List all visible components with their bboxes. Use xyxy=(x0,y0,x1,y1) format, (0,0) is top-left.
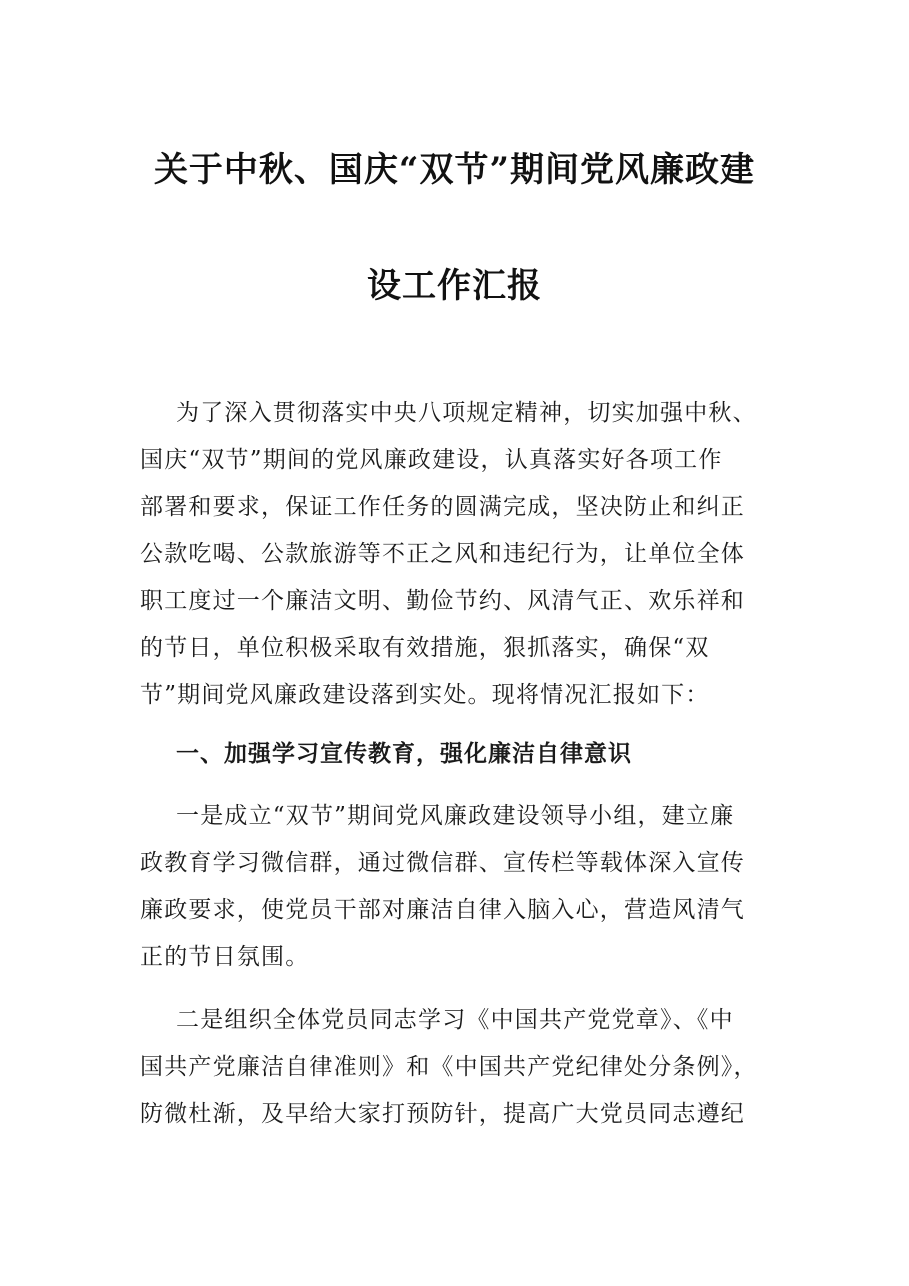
paragraph-1-line-1: 为了深入贯彻落实中央八项规定精神，切实加强中秋、 xyxy=(176,400,757,426)
paragraph-1-line-3: 部署和要求，保证工作任务的圆满完成，坚决防止和纠正 xyxy=(140,494,745,520)
paragraph-1-line-5: 职工度过一个廉洁文明、勤俭节约、风清气正、欢乐祥和 xyxy=(140,588,745,614)
paragraph-3-line-1: 二是组织全体党员同志学习《中国共产党党章》、《中 xyxy=(176,1007,734,1033)
paragraph-2-line-1: 一是成立“双节”期间党风廉政建设领导小组，建立廉 xyxy=(176,803,735,829)
paragraph-2-line-2: 政教育学习微信群，通过微信群、宣传栏等载体深入宣传 xyxy=(140,850,745,876)
paragraph-1-line-2: 国庆“双节”期间的党风廉政建设，认真落实好各项工作 xyxy=(140,447,723,473)
document-title-line-1: 关于中秋、国庆“双节”期间党风廉政建 xyxy=(153,150,756,190)
document-title-line-2: 设工作汇报 xyxy=(367,266,542,306)
paragraph-2-line-3: 廉政要求，使党员干部对廉洁自律入脑入心，营造风清气 xyxy=(140,897,745,923)
paragraph-3-line-3: 防微杜渐，及早给大家打预防针，提高广大党员同志遵纪 xyxy=(140,1101,745,1127)
paragraph-1-line-7: 节”期间党风廉政建设落到实处。现将情况汇报如下： xyxy=(140,682,710,708)
paragraph-2-line-4: 正的节日氛围。 xyxy=(140,944,310,970)
paragraph-1-line-4: 公款吃喝、公款旅游等不正之风和违纪行为，让单位全体 xyxy=(140,541,745,567)
paragraph-3-line-2: 国共产党廉洁自律准则》和《中国共产党纪律处分条例》， xyxy=(140,1054,758,1080)
section-heading-1: 一、加强学习宣传教育，强化廉洁自律意识 xyxy=(176,740,632,767)
paragraph-1-line-6: 的节日，单位积极采取有效措施，狠抓落实，确保“双 xyxy=(140,635,710,661)
